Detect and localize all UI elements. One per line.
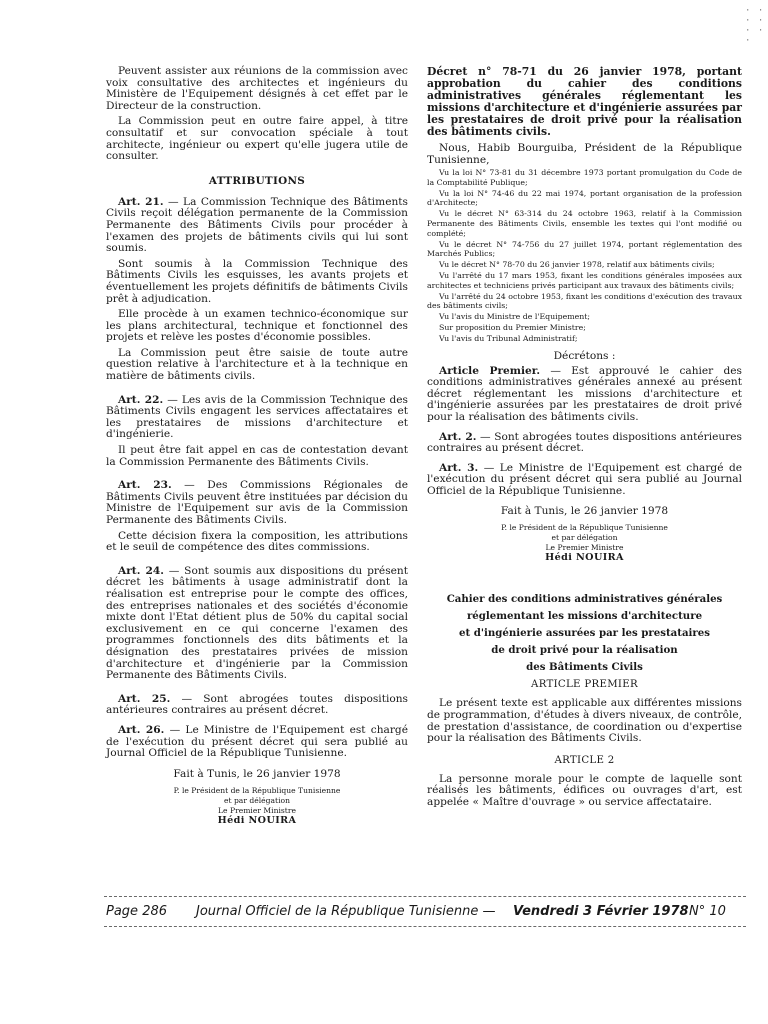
article-premier-text: — Est approuvé le cahier des conditions administratives générales annexé au présent décret réglementant les missions d'architecture et d'ingénierie assurées par les prestataires de droit privé pour la réalisation des bâtiments civils. — [427, 364, 742, 423]
visa-item: Vu l'avis du Ministre de l'Equipement; — [439, 312, 591, 322]
article-21-text: — La Commission Technique des Bâtiments Civils reçoit délégation permanente de la Commission Permanente des Bâtiments Civils pour procéder à l'examen des projets de bâtiments civils qui lui sont soumis. — [106, 195, 408, 255]
article-2-heading: ARTICLE 2 — [554, 754, 615, 766]
article-2-text: — Sont abrogées toutes dispositions antérieures contraires au présent décret. — [427, 430, 742, 455]
article-2-body: La personne morale pour le compte de laquelle sont réalisés les bâtiments, édifices ou ouvrages d'art, est appelée « Maître d'ouvrage » ou service affectataire. — [427, 772, 742, 809]
corner-mark: · · · · · · · — [745, 6, 765, 46]
article-26-text: — Le Ministre de l'Equipement est chargé de l'exécution du présent décret qui sera publié au Journal Officiel de la République Tunisienne. — [106, 723, 408, 760]
article-22-paragraph-2: Il peut être fait appel en cas de contestation devant la Commission Permanente des Bâtiments Civils. — [106, 444, 408, 468]
article-premier — [427, 366, 742, 424]
article-26-label: Art. 26. — [118, 723, 165, 736]
decree-title: Décret n° 78-71 du 26 janvier 1978, portant approbation du cahier des conditions administratives générales réglementant les missions d'architecture et d'ingénierie assurées par les prestataires de droit privé pour la réalisation des bâtiments civils. — [427, 65, 742, 138]
article-21 — [106, 197, 408, 255]
article-25-text: — Sont abrogées toutes dispositions antérieures contraires au présent décret. — [106, 692, 408, 717]
footer-page-number: Page 286 — [106, 904, 168, 919]
visa-item: Sur proposition du Premier Ministre; — [439, 322, 586, 332]
article-23 — [106, 480, 408, 526]
footer-rule-bottom — [104, 926, 746, 927]
article-3-label: Art. 3. — [439, 461, 479, 474]
signoff-right: Fait à Tunis, le 26 janvier 1978 — [500, 505, 669, 518]
signature-block-left — [106, 786, 408, 826]
right-column — [427, 66, 742, 809]
article-23-label: Art. 23. — [118, 479, 172, 492]
signature-line-3: Le Premier Ministre — [545, 543, 624, 553]
article-22-label: Art. 22. — [118, 393, 164, 406]
cahier-title-line: Cahier des conditions administratives générales — [446, 593, 723, 606]
article-premier-label: Article Premier. — [439, 364, 541, 377]
article-3 — [427, 463, 742, 498]
visa-item: Vu le décret N° 63-314 du 24 octobre 1963, relatif à la Commission Permanente des Bâtiments Civils, ensemble les textes qui l'ont modifié ou complété; — [427, 209, 742, 238]
paragraph-consultants: La Commission peut en outre faire appel, à titre consultatif et sur convocation spéciale à tout architecte, ingénieur ou expert qu'elle jugera utile de consulter. — [106, 115, 408, 163]
signatory-name: Hédi NOUIRA — [545, 552, 624, 564]
article-24-text: — Sont soumis aux dispositions du présent décret les bâtiments à usage administratif dont la réalisation est entreprise pour le compte des offices, des entreprises nationales et des sociétés d'économie mixte dont l'Etat détient plus de 50% du capital social exclusivement en ce qui concerne l'examen des programmes fonctionnels des dits bâtiments et la désignation des prestataires privées de mission d'architecture et d'ingénierie par la Commission Permanente des Bâtiments Civils. — [106, 564, 408, 682]
cahier-title — [427, 591, 742, 675]
article-22-text: — Les avis de la Commission Technique des Bâtiments Civils engagent les services affectataires et les prestataires de missions d'architecture et d'ingénierie. — [106, 393, 408, 441]
cahier-title-line: des Bâtiments Civils — [526, 660, 643, 673]
signature-line-1: P. le Président de la République Tunisienne — [173, 785, 341, 795]
footer-journal-title: Journal Officiel de la République Tunisienne — — [196, 904, 496, 919]
section-heading-attributions: ATTRIBUTIONS — [208, 174, 306, 187]
visas-list — [427, 168, 742, 344]
left-column — [106, 66, 408, 826]
decretons-heading: Décrétons : — [553, 349, 616, 362]
article-23-text: — Des Commissions Régionales de Bâtiments Civils peuvent être instituées par décision du Ministre de l'Equipement sur avis de la Commission Permanente des Bâtiments Civils. — [106, 479, 408, 526]
article-25-label: Art. 25. — [118, 692, 171, 705]
footer-date: Vendredi 3 Février 1978 — [513, 904, 689, 919]
visa-item: Vu la loi N° 74-46 du 22 mai 1974, portant organisation de la profession d'Architecte; — [427, 188, 742, 208]
article-2-label: Art. 2. — [439, 430, 477, 443]
article-24-label: Art. 24. — [118, 564, 164, 577]
visa-item: Vu l'arrêté du 24 octobre 1953, fixant les conditions d'exécution des travaux des bâtiments civils; — [427, 291, 742, 311]
article-21-paragraph-2: Sont soumis à la Commission Technique des Bâtiments Civils les esquisses, les avants projets et éventuellement les projets définitifs de bâtiments Civils prêt à adjudication. — [106, 257, 408, 305]
article-21-paragraph-4: La Commission peut être saisie de toute autre question relative à l'architecture et à la technique en matière de bâtiments civils. — [106, 346, 408, 383]
article-26 — [106, 725, 408, 760]
cahier-title-line: réglementant les missions d'architecture — [466, 610, 703, 623]
signature-block-right — [427, 523, 742, 563]
footer-issue-number: N° 10 — [689, 904, 726, 919]
article-25 — [106, 694, 408, 717]
article-3-text: — Le Ministre de l'Equipement est chargé de l'exécution du présent décret qui sera publié au Journal Officiel de la République Tunisienne. — [427, 461, 742, 497]
article-premier-heading: ARTICLE PREMIER — [531, 679, 638, 691]
signature-line-1: P. le Président de la République Tunisienne — [501, 523, 668, 533]
article-21-label: Art. 21. — [118, 195, 164, 208]
visa-item: Vu la loi N° 73-81 du 31 décembre 1973 portant promulgation du Code de la Comptabilité Publique; — [427, 168, 742, 187]
article-24 — [106, 566, 408, 682]
cahier-title-line: et d'ingénierie assurées par les prestataires — [458, 627, 711, 640]
signature-line-2: et par délégation — [551, 533, 618, 543]
visa-item: Vu l'avis du Tribunal Administratif; — [439, 333, 578, 343]
signature-line-2: et par délégation — [223, 795, 290, 805]
article-2 — [427, 432, 742, 455]
visa-item: Vu l'arrêté du 17 mars 1953, fixant les conditions générales imposées aux architectes et techniciens privés participant aux travaux des bâtiments civils; — [427, 270, 742, 290]
visa-item: Vu le décret N° 78-70 du 26 janvier 1978, relatif aux bâtiments civils; — [439, 260, 715, 270]
cahier-title-line: de droit privé pour la réalisation — [491, 643, 678, 656]
article-21-paragraph-3: Elle procède à un examen technico-économique sur les plans architectural, technique et fonctionnel des projets et relève les postes d'économie possibles. — [106, 308, 408, 344]
visa-item: Vu le décret N° 74-756 du 27 juillet 1974, portant réglementation des Marchés Publics; — [427, 239, 742, 259]
signatory-name: Hédi NOUIRA — [217, 814, 297, 826]
signoff-left: Fait à Tunis, le 26 janvier 1978 — [173, 767, 341, 780]
article-22 — [106, 395, 408, 441]
article-23-paragraph-2: Cette décision fixera la composition, les attributions et le seuil de compétence des dites commissions. — [106, 529, 408, 554]
page-footer — [106, 904, 746, 924]
article-premier-body: Le présent texte est applicable aux différentes missions de programmation, d'études à divers niveaux, de contrôle, de prestation d'assistance, de coordination ou d'expertise pour la réalisation des Bâtiments Civils. — [427, 697, 742, 745]
footer-rule-top — [104, 896, 746, 897]
signature-line-3: Le Premier Ministre — [218, 805, 296, 815]
paragraph-members: Peuvent assister aux réunions de la commission avec voix consultative des architectes et ingénieurs du Ministère de l'Equipement désignés à cet effet par le Directeur de la construction. — [106, 65, 408, 112]
decree-intro: Nous, Habib Bourguiba, Président de la République Tunisienne, — [427, 142, 742, 166]
